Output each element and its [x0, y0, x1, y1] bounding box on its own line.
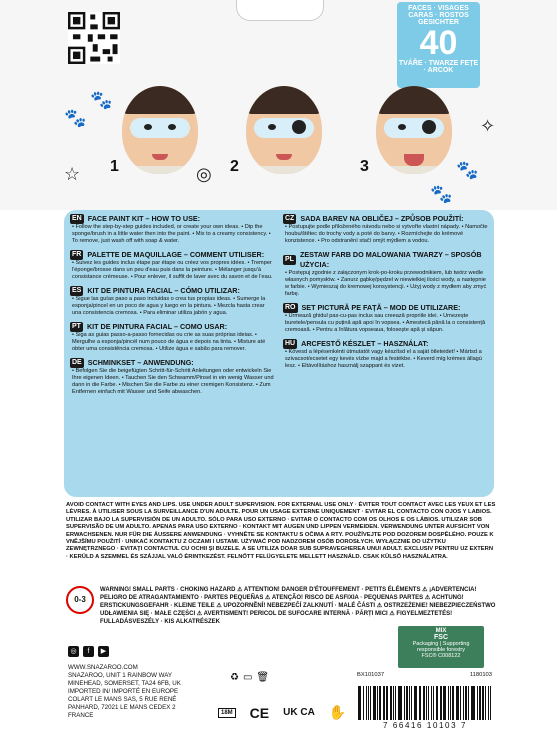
face-step-3-image: [376, 86, 452, 174]
fsc-label: [398, 626, 484, 668]
paw-print-icon: 🐾: [430, 184, 453, 204]
fsc-code: FSC® C008122: [421, 653, 461, 659]
website-url: WWW.SNAZAROO.COM: [68, 664, 138, 671]
tidyman-icon: ♻: [230, 671, 239, 683]
badge-languages-top: FACES · VISAGES CARAS · ROSTOS GESICHTER: [408, 5, 469, 26]
instruction-section-en: [70, 214, 275, 245]
badge-languages-bottom: TVÁŘE · TWARZE FEȚE · ARCOK: [398, 60, 479, 74]
section-title: SADA BAREV NA OBLIČEJ – ZPŮSOB POUŽITÍ:: [300, 214, 464, 223]
spiral-icon: ◎: [196, 164, 212, 184]
section-body: • Befolgen Sie die beigefügten Schritt-für-Schritt Anleitungen oder entwickeln Sie Ihre eigenen Ideen. • Tauchen Sie den Schwamm/Pinsel in ein wenig Wasser und dann in die Farbe. • Mischen Sie die Farbe zu einer cremigen Konsistenz. • Zum Entfernen einfach mit Wasser und Seife abwaschen.: [72, 368, 274, 395]
instructions-right-column: [283, 214, 488, 493]
section-title: SCHMINKSET – ANWENDUNG:: [87, 358, 194, 367]
social-icons: [68, 646, 109, 657]
language-code: HU: [285, 340, 296, 347]
instructions-left-column: [70, 214, 275, 493]
instruction-section-fr: [70, 250, 275, 281]
section-title: ZESTAW FARB DO MALOWANIA TWARZY – SPOSÓB UŻYCIA:: [299, 250, 482, 269]
certification-marks: [218, 704, 346, 721]
recycling-icons: [230, 668, 314, 686]
instruction-section-pt: [70, 322, 275, 353]
instagram-icon: ◎: [68, 646, 79, 657]
instruction-section-es: [70, 286, 275, 317]
section-title: ARCFESTŐ KÉSZLET – HASZNÁLAT:: [301, 339, 429, 348]
section-title: SET PICTURĂ PE FAȚĂ – MOD DE UTILIZARE:: [301, 303, 461, 312]
step-number-1: 1: [110, 158, 119, 175]
youtube-icon: ▶: [98, 646, 109, 657]
product-codes: [357, 672, 492, 678]
section-title: KIT DE PINTURA FACIAL – CÓMO UTILIZAR:: [87, 286, 240, 295]
paw-print-icon: 🐾: [90, 90, 113, 110]
language-code: PL: [285, 256, 294, 263]
qr-code-icon: [68, 12, 120, 64]
address-line: IMPORTED IN/ IMPORTÉ EN EUROPE: [68, 688, 179, 695]
packaging-icon: ▭: [242, 671, 253, 683]
product-code-right: 1180103: [469, 672, 492, 678]
address-line: MINEHEAD, SOMERSET, TA24 6FB, UK: [68, 680, 181, 687]
language-code: FR: [72, 251, 82, 258]
language-code: ES: [72, 287, 82, 294]
step-number-2: 2: [230, 158, 239, 175]
barcode: [358, 686, 492, 730]
section-title: PALETTE DE MAQUILLAGE – COMMENT UTILISER:: [87, 250, 265, 259]
section-body: • Sigue las guías paso a paso incluidas o crea tus propias ideas. • Sumerge la esponja/pincel en un poco de agua y luego en la pintura. • Mezcla hasta crear una consistencia cremosa. • Para eliminar utiliza jabón y agua.: [72, 296, 266, 316]
sparkle-icon: ✧: [480, 116, 496, 136]
instruction-section-de: [70, 358, 275, 396]
address-line: FRANCE: [68, 712, 94, 719]
address-line: COLART LE MANS SAS, 5 RUE RENÉ: [68, 696, 177, 703]
read-instructions-icon: ✋: [328, 704, 347, 720]
section-title: KIT DE PINTURA FACIAL – COMO USAR:: [86, 322, 228, 331]
ukca-mark: UK CA: [283, 707, 315, 718]
instruction-section-pl: [283, 250, 488, 298]
language-code: EN: [72, 215, 82, 222]
barcode-digits: 7 66416 10103 7: [382, 721, 468, 730]
section-title: FACE PAINT KIT – HOW TO USE:: [87, 214, 201, 223]
paw-print-icon: 🐾: [64, 108, 87, 128]
company-address: [68, 664, 218, 720]
step-number-3: 3: [360, 158, 369, 175]
face-step-1-image: [122, 86, 198, 174]
fsc-line-1: Packaging | Supporting: [412, 641, 470, 647]
face-step-2-image: [246, 86, 322, 174]
hang-hole: [236, 0, 324, 21]
section-body: • Postępuj zgodnie z załączonym krok-po-kroku przewodnikiem, lub twórz wedle własnych pomysłów. • Zanurz gąbkę/pędzel w niewielkiej ilości wody, a następnie w farbie. • Wymieszaj do kremowej konsystencji. • Użyj wody z mydłem aby zmyć farbę.: [285, 270, 487, 297]
barcode-bars: [358, 686, 492, 720]
star-icon: ☆: [64, 164, 81, 184]
language-code: DE: [72, 359, 82, 366]
paw-print-icon: 🐾: [456, 160, 479, 180]
age-restriction-label: 0-3: [74, 595, 86, 604]
age-mark: 18M: [218, 708, 236, 718]
facebook-icon: f: [83, 646, 94, 657]
fsc-logo: FSC: [434, 634, 448, 641]
section-body: • Postupujte podle přiloženého návodu nebo si vytvořte vlastní nápady. • Namočte houbu/štětec do trochy vody a poté do barvy. • Rozmíchejte do krémové konzistence. • Pro odstranění stačí omýt mýdlem a vodou.: [285, 224, 488, 244]
fsc-mix: MIX: [435, 628, 447, 634]
ce-mark: CE: [249, 704, 270, 721]
section-body: • Kövesd a lépésenkénti útmutatót vagy készítsd el a saját ötleteidet! • Mártsd a szivacsot/ecsetet egy kevés vízbe majd a festékbe. • Keverd míg krémes állagú lesz. • Eltávolításhoz használj szappant és vizet.: [285, 349, 482, 369]
section-body: • Follow the step-by-step guides included, or create your own ideas. • Dip the sponge/brush in a little water then into the paint. • Mix to a creamy consistency. • To remove, just wash off with soap & water.: [72, 224, 271, 244]
faces-count-badge: [397, 2, 480, 88]
section-body: • Urmează ghidul pas-cu-pas inclus sau creează propriile idei. • Umezește buretele/pensula cu puțină apă apoi în vopsea. • Amestecă până la o consistență cremoasă. • Pentru a înlătura vopseaua, folosește apă și săpun.: [285, 313, 486, 333]
instruction-section-hu: [283, 339, 488, 370]
section-body: • Siga as guias passo-a-passo fornecidas ou crie as suas próprias ideias. • Mergulhe a esponja/pincél num pouco de água e depois na tinta. • Misture até obter uma consistência cremosa. • Utilize água e sabão para remover.: [72, 332, 266, 352]
instruction-section-cz: [283, 214, 488, 245]
language-code: CZ: [285, 215, 295, 222]
language-code: PT: [72, 323, 81, 330]
language-code: RO: [285, 304, 296, 311]
age-restriction-icon: [66, 586, 94, 614]
badge-count: 40: [419, 24, 458, 62]
bin-icon: 🗑: [256, 671, 270, 683]
instructions-panel: [64, 210, 494, 497]
address-line: PANHARD, 72021 LE MANS CEDEX 2: [68, 704, 176, 711]
instruction-section-ro: [283, 303, 488, 334]
section-body: • Suivez les guides inclus étape par étape ou créez vos propres idées. • Tremper l'éponge/brosse dans un peu d'eau puis dans la peinture. • Mélanger jusqu'à consistance crémeuse. • Pour enlever, il suffit de laver avec du savon et de l'eau.: [72, 260, 273, 280]
fsc-line-2: responsible forestry: [417, 647, 465, 653]
address-line: SNAZAROO, UNIT 1 RAINBOW WAY: [68, 672, 173, 679]
product-code-left: BX101037: [357, 672, 385, 678]
choking-hazard-warning: WARNING! SMALL PARTS · CHOKING HAZARD ⚠ ATTENTION! DANGER D'ÉTOUFFEMENT · PETITS ÉLÉMENTS ⚠ ¡ADVERTENCIA! PELIGRO DE ATRAGANTAMIENTO · PARTES PEQUEÑAS ⚠ ATENÇÃO! RISCO DE ASFIXIA · PEQUENAS PARTES ⚠ ACHTUNG! ERSTICKUNGSGEFAHR · KLEINE TEILE ⚠ UPOZORNĚNÍ! NEBEZPEČÍ ZALKNUTÍ · MALÉ ČÁSTI ⚠ OSTRZEŻENIE! NIEBEZPIECZEŃSTWO UDŁAWIENIA SIĘ · MAŁE CZĘŚCI ⚠ AVERTISMENT! PERICOL DE SUFOCARE INTERNĂ · PĂRȚI MICI ⚠ FIGYELMEZTETÉS! FULLADÁSVESZÉLY · KIS ALKATRÉSZEK: [100, 587, 496, 625]
safety-warning-text: AVOID CONTACT WITH EYES AND LIPS. USE UNDER ADULT SUPERVISION. FOR EXTERNAL USE ONLY · ÉVITER TOUT CONTACT AVEC LES YEUX ET LES LÈVRES. À UTILISER SOUS LA SURVEILLANCE D'UN ADULTE. POUR UN USAGE EXTERNE UNIQUEMENT · EVITAR EL CONTACTO CON OJOS Y LABIOS. UTILIZAR BAJO LA SUPERVISIÓN DE UN ADULTO. SÓLO PARA USO EXTERNO · EVITAR O CONTACTO COM OS OLHOS E OS LÁBIOS. UTILIZAR SOB SUPERVISÃO DE UM ADULTO. APENAS PARA USO EXTERNO · KONTAKT MIT AUGEN UND LIPPEN VERMEIDEN. VERWENDUNG UNTER AUFSICHT VON ERWACHSENEN. NUR FÜR DIE ÄUSSERE ANWENDUNG · VYHNĚTE SE KONTAKTU S OČIMA A RTY. POUŽÍVEJTE POD DOZOREM DOSPĚLÉHO. POUZE K VNĚJŠÍMU POUŽITÍ · UNIKAĆ KONTAKTU Z OCZAMI I USTAMI. UŻYWAĆ POD NADZOREM OSÓB DOROSŁYCH. WYŁĄCZNIE DO UŻYTKU ZEWNĘTRZNEGO · EVITAȚI CONTACTUL CU OCHII ȘI BUZELE. A SE UTILIZA DOAR SUB SUPRAVEGHEREA UNUI ADULT. EXCLUSIV PENTRU UZ EXTERN · KERÜLD A SZEMMEL ÉS SZÁJJAL VALÓ ÉRINTKEZÉST. FELNŐTT FELÜGYELETE MELLETT HASZNÁLD. CSAK KÜLSŐ HASZNÁLATRA.: [66, 502, 496, 560]
